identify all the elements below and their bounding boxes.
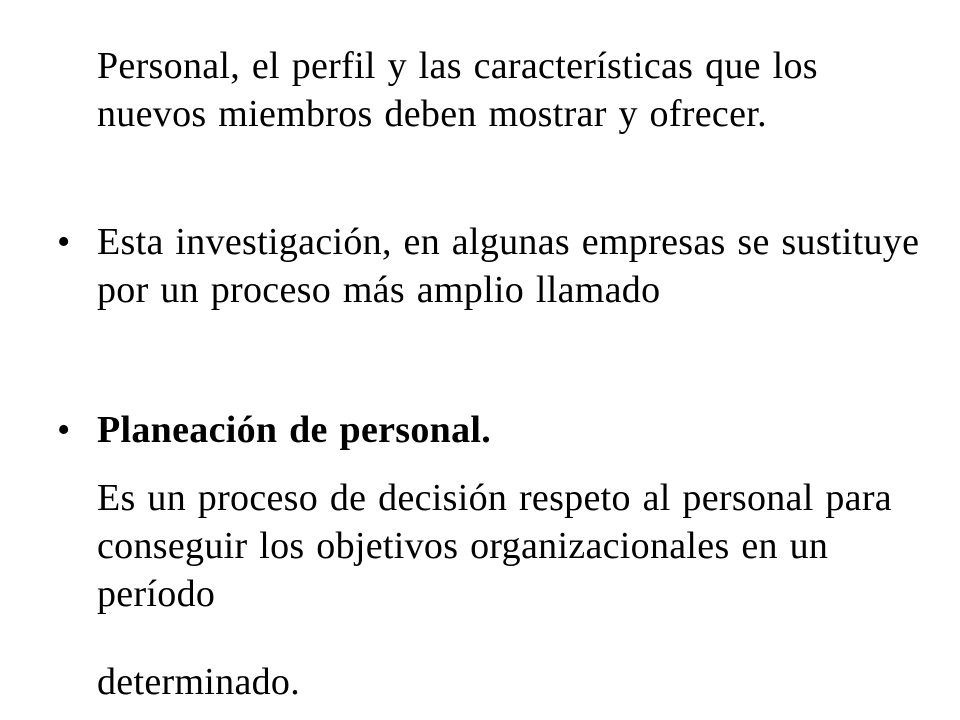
bullet-marker-1: •: [57, 221, 71, 263]
paragraph-definition: Es un proceso de decisión respeto al personal para conseguir los objetivos organizacionales en un período: [97, 477, 892, 615]
paragraph-determined: determinado.: [97, 661, 301, 703]
bullet-marker-2: •: [57, 409, 71, 451]
bullet-heading-planning: Planeación de personal.: [97, 409, 492, 451]
paragraph-personal-profile: Personal, el perfil y las características que los nuevos miembros deben mostrar y ofrecer.: [97, 45, 818, 135]
bullet-text-investigation: Esta investigación, en algunas empresas se sustituye por un proceso más amplio llamado: [97, 221, 920, 311]
